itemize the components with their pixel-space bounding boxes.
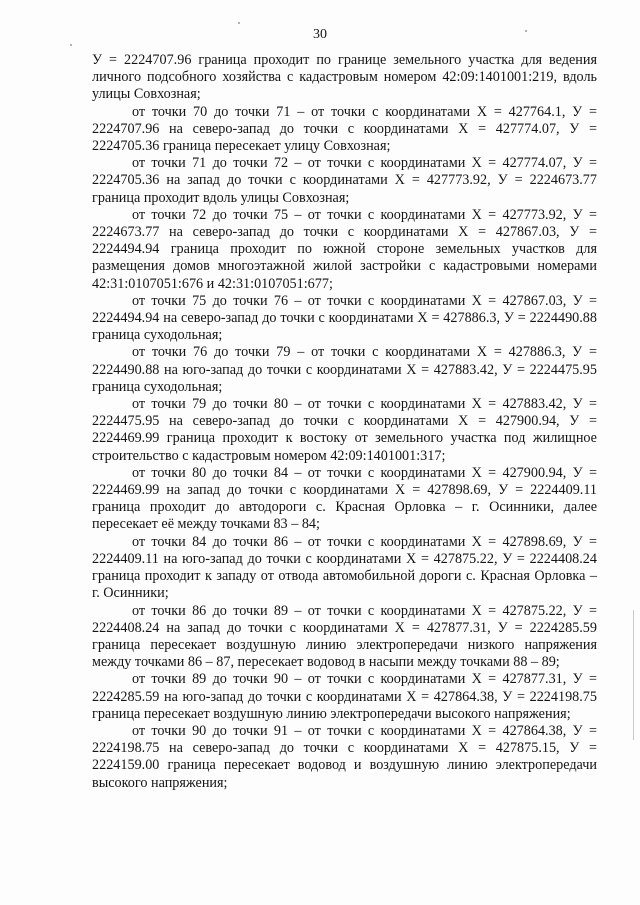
paragraph-segment-71-72: от точки 71 до точки 72 – от точки с координатами X = 427774.07, У = 2224705.36 на запад до точки с координатами X = 427773.92, У = 2224673.77 граница проходит вдоль улицы Совхозная; bbox=[92, 155, 597, 206]
paragraph-segment-84-86: от точки 84 до точки 86 – от точки с координатами X = 427898.69, У = 2224409.11 на юго-запад до точки с координатами X = 427875.22, У = 2224408.24 граница проходит к западу от отвода автомобильной дороги с. Красная Орловка – г. Осинники; bbox=[92, 533, 597, 602]
scan-speck bbox=[238, 22, 240, 24]
scan-speck bbox=[70, 44, 72, 46]
paragraph-segment-89-90: от точки 89 до точки 90 – от точки с координатами X = 427877.31, У = 2224285.59 на юго-запад до точки с координатами X = 427864.38, У = 2224198.75 граница пересекает воздушную линию электропередачи высокого напряжения; bbox=[92, 671, 597, 722]
paragraph-segment-76-79: от точки 76 до точки 79 – от точки с координатами X = 427886.3, У = 2224490.88 на юго-запад до точки с координатами X = 427883.42, У = 2224475.95 граница суходольная; bbox=[92, 344, 597, 395]
paragraph-segment-75-76: от точки 75 до точки 76 – от точки с координатами X = 427867.03, У = 2224494.94 на северо-запад до точки с координатами X = 427886.3, У = 2224490.88 граница суходольная; bbox=[92, 292, 597, 344]
scan-edge-line bbox=[633, 610, 634, 740]
paragraph-segment-79-80: от точки 79 до точки 80 – от точки с координатами X = 427883.42, У = 2224475.95 на северо-запад до точки с координатами X = 427900.94, У = 2224469.99 граница проходит к востоку от земельного участка под жилищное строительство с кадастровым номером 42:09:1401001:317; bbox=[92, 396, 597, 464]
paragraph-segment-70-71: от точки 70 до точки 71 – от точки с координатами X = 427764.1, У = 2224707.96 на северо-запад до точки с координатами X = 427774.07, У = 2224705.36 граница пересекает улицу Совхозная; bbox=[92, 103, 597, 155]
paragraph-segment-90-91: от точки 90 до точки 91 – от точки с координатами X = 427864.38, У = 2224198.75 на северо-запад до точки с координатами X = 427875.15, У = 2224159.00 граница пересекает водовод и воздушную линию электропередачи высокого напряжения; bbox=[92, 722, 597, 791]
paragraph-segment-80-84: от точки 80 до точки 84 – от точки с координатами X = 427900.94, У = 2224469.99 на запад до точки с координатами X = 427898.69, У = 2224409.11 граница проходит до автодороги с. Красная Орловка – г. Осинники, далее пересекает её между точками 83 – 84; bbox=[92, 464, 597, 533]
scan-speck bbox=[525, 30, 527, 32]
paragraph-continuation: У = 2224707.96 граница проходит по границе земельного участка для ведения личного подсобного хозяйства с кадастровым номером 42:09:1401001:219, вдоль улицы Совхозная; bbox=[92, 52, 597, 103]
paragraph-segment-86-89: от точки 86 до точки 89 – от точки с координатами X = 427875.22, У = 2224408.24 на запад до точки с координатами X = 427877.31, У = 2224285.59 граница пересекает воздушную линию электропередачи низкого напряжения между точками 86 – 87, пересекает водовод в насыпи между точками 88 – 89; bbox=[92, 602, 597, 671]
body-text bbox=[92, 52, 597, 792]
page-number: 30 bbox=[313, 27, 327, 42]
paragraph-segment-72-75: от точки 72 до точки 75 – от точки с координатами X = 427773.92, У = 2224673.77 на северо-запад до точки с координатами X = 427867.03, У = 2224494.94 граница проходит по южной стороне земельных участков для размещения домов многоэтажной жилой застройки с кадастровыми номерами 42:31:0107051:676 и 42:31:0107051:677; bbox=[92, 206, 597, 292]
